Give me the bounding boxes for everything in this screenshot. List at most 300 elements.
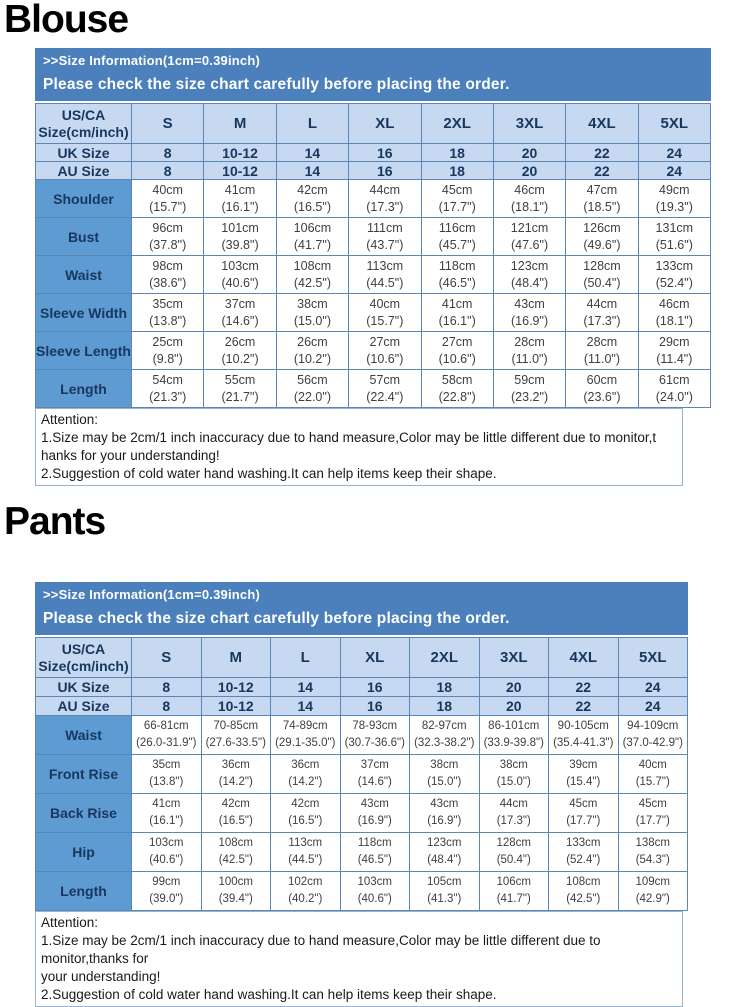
measurement-label: Front Rise — [36, 755, 132, 794]
measurement-value-line: 118cm — [438, 258, 476, 273]
measurement-value-line: (11.0") — [511, 351, 548, 366]
measurement-value-line: (42.5") — [293, 275, 331, 290]
measurement-value-line: 108cm — [218, 837, 254, 849]
us-ca-size-corner-cell — [36, 638, 132, 678]
measurement-value-line: (11.0") — [583, 351, 621, 366]
size-column-header: 3XL — [493, 104, 565, 144]
measurement-value-cell — [618, 755, 688, 794]
pants-attention-note — [35, 911, 683, 1007]
measurement-value-line: 28cm — [514, 334, 545, 349]
measurement-value-line: 128cm — [496, 837, 532, 849]
measurement-value-line: 113cm — [288, 837, 323, 849]
measurement-value-cell — [132, 294, 204, 332]
measurement-value-line: 45cm — [569, 798, 598, 810]
size-column-header: XL — [349, 104, 421, 144]
measurement-value-line: (33.9-39.8") — [483, 737, 544, 749]
measurement-row — [36, 332, 711, 370]
measurement-value-cell — [549, 755, 619, 794]
uk-size-row-value: 20 — [479, 678, 549, 697]
measurement-value-line: 36cm — [221, 759, 250, 771]
measurement-value-cell — [638, 180, 710, 218]
measurement-value-line: (16.5") — [288, 815, 323, 827]
measurement-value-line: 37cm — [360, 759, 389, 771]
measurement-value-cell — [421, 180, 493, 218]
measurement-value-line: (41.7") — [293, 237, 331, 252]
measurement-value-line: (42.9") — [635, 893, 670, 905]
measurement-value-line: 106cm — [293, 220, 332, 235]
measurement-value-cell — [349, 218, 421, 256]
measurement-value-line: (42.5") — [566, 893, 601, 905]
measurement-value-line: (18.1") — [655, 313, 693, 328]
measurement-value-line: 27cm — [441, 334, 473, 349]
measurement-value-cell — [549, 794, 619, 833]
measurement-value-line: (14.6") — [357, 776, 392, 788]
attention-text-line: Attention: — [41, 412, 99, 427]
measurement-value-line: (52.4") — [566, 854, 601, 866]
measurement-value-line: (15.7") — [366, 313, 404, 328]
measurement-value-line: 99cm — [152, 876, 181, 888]
measurement-label: Shoulder — [36, 180, 132, 218]
uk-size-row — [36, 678, 688, 697]
measurement-label: Bust — [36, 218, 132, 256]
uk-size-row-value: 22 — [566, 144, 638, 162]
measurement-value-line: 37cm — [224, 296, 256, 311]
measurement-value-line: 106cm — [496, 876, 532, 888]
measurement-value-line: 35cm — [152, 296, 183, 311]
measurement-value-cell — [421, 332, 493, 370]
measurement-value-line: 43cm — [430, 798, 459, 810]
blouse-size-table — [35, 103, 711, 408]
measurement-value-cell — [132, 833, 202, 872]
measurement-value-cell — [410, 794, 480, 833]
size-check-notice: Please check the size chart carefully before placing the order. — [43, 76, 510, 93]
measurement-value-cell — [204, 180, 276, 218]
measurement-value-line: (29.1-35.0") — [275, 737, 336, 749]
measurement-value-line: (18.5") — [583, 199, 621, 214]
measurement-value-cell — [132, 716, 202, 755]
measurement-value-line: (22.0") — [293, 389, 331, 404]
uk-size-row-value: 20 — [493, 144, 565, 162]
measurement-value-line: 111cm — [366, 220, 403, 235]
measurement-value-line: (16.1") — [221, 199, 259, 214]
measurement-value-line: (19.3") — [655, 199, 693, 214]
corner-label-line: US/CA — [61, 640, 106, 657]
measurement-value-cell — [566, 256, 638, 294]
corner-label-line: US/CA — [61, 106, 106, 123]
measurement-value-line: 59cm — [514, 372, 545, 387]
measurement-value-line: 123cm — [510, 258, 549, 273]
size-column-header: 3XL — [479, 638, 549, 678]
measurement-value-line: 41cm — [224, 182, 256, 197]
measurement-value-line: (18.1") — [511, 199, 549, 214]
measurement-value-line: 29cm — [659, 334, 690, 349]
measurement-value-line: (27.6-33.5") — [205, 737, 266, 749]
au-size-row-value: 18 — [421, 162, 493, 180]
measurement-value-line: (47.6") — [511, 237, 549, 252]
measurement-value-cell — [132, 370, 204, 408]
measurement-value-line: 108cm — [293, 258, 332, 273]
measurement-value-line: (13.8") — [149, 313, 187, 328]
uk-size-row-value: 8 — [132, 678, 202, 697]
measurement-value-cell — [479, 716, 549, 755]
attention-text-line: 1.Size may be 2cm/1 inch inaccuracy due to hand measure,Color may be little different due to monitor,thanks for — [41, 933, 601, 966]
measurement-value-cell — [410, 755, 480, 794]
measurement-value-line: (17.3") — [496, 815, 531, 827]
measurement-value-cell — [349, 180, 421, 218]
measurement-value-line: (30.7-36.6") — [344, 737, 405, 749]
measurement-value-line: (38.6") — [149, 275, 187, 290]
measurement-label: Waist — [36, 256, 132, 294]
measurement-value-cell — [132, 332, 204, 370]
measurement-value-cell — [638, 256, 710, 294]
measurement-value-cell — [204, 370, 276, 408]
measurement-value-line: (16.1") — [438, 313, 476, 328]
us-ca-size-corner-cell — [36, 104, 132, 144]
au-size-row-value: 8 — [132, 162, 204, 180]
measurement-label: Back Rise — [36, 794, 132, 833]
measurement-value-cell — [549, 833, 619, 872]
uk-size-row-value: 16 — [349, 144, 421, 162]
blouse-size-chart — [35, 48, 711, 486]
measurement-value-cell — [638, 294, 710, 332]
au-size-row-value: 14 — [276, 162, 348, 180]
measurement-value-cell — [340, 755, 410, 794]
measurement-label: Hip — [36, 833, 132, 872]
size-column-header: 5XL — [618, 638, 688, 678]
au-size-row-label: AU Size — [36, 697, 132, 716]
measurement-value-line: 94-109cm — [627, 720, 679, 732]
size-column-header: 5XL — [638, 104, 710, 144]
measurement-value-cell — [204, 218, 276, 256]
uk-size-row-label: UK Size — [36, 678, 132, 697]
measurement-row — [36, 370, 711, 408]
measurement-value-line: 56cm — [297, 372, 328, 387]
measurement-value-line: 82-97cm — [421, 720, 467, 732]
measurement-value-line: (10.6") — [366, 351, 404, 366]
measurement-value-cell — [421, 370, 493, 408]
pants-size-chart — [35, 582, 688, 1007]
measurement-value-line: (21.3") — [149, 389, 187, 404]
measurement-value-line: (39.0") — [149, 893, 184, 905]
measurement-value-line: (15.0") — [293, 313, 331, 328]
size-column-header: S — [132, 104, 204, 144]
measurement-value-line: 36cm — [291, 759, 320, 771]
attention-text-line: 1.Size may be 2cm/1 inch inaccuracy due to hand measure,Color may be little different due to monitor,t — [41, 430, 657, 445]
uk-size-row-value: 14 — [271, 678, 341, 697]
uk-size-row — [36, 144, 711, 162]
pants-title: Pants — [4, 500, 106, 543]
measurement-value-line: 109cm — [635, 876, 671, 888]
measurement-value-line: (15.7") — [149, 199, 187, 214]
measurement-value-cell — [479, 755, 549, 794]
measurement-value-cell — [566, 370, 638, 408]
measurement-value-line: 47cm — [586, 182, 618, 197]
measurement-value-line: (17.7") — [438, 199, 476, 214]
blouse-attention-note — [35, 408, 683, 486]
measurement-value-cell — [204, 256, 276, 294]
uk-size-row-value: 24 — [618, 678, 688, 697]
measurement-value-line: 138cm — [635, 837, 671, 849]
measurement-value-line: (32.3-38.2") — [414, 737, 475, 749]
measurement-value-line: (17.7") — [566, 815, 601, 827]
au-size-row — [36, 697, 688, 716]
measurement-value-line: (13.8") — [149, 776, 184, 788]
measurement-value-cell — [638, 218, 710, 256]
measurement-value-cell — [271, 794, 341, 833]
size-info-banner — [35, 48, 711, 101]
measurement-value-cell — [340, 872, 410, 911]
measurement-value-line: 103cm — [148, 837, 184, 849]
size-info-title: >>Size Information(1cm=0.39inch) — [43, 53, 260, 68]
measurement-value-cell — [549, 716, 619, 755]
measurement-value-line: 66-81cm — [143, 720, 189, 732]
pants-size-table — [35, 637, 688, 911]
measurement-value-line: 118cm — [357, 837, 392, 849]
measurement-value-cell — [271, 755, 341, 794]
measurement-value-cell — [201, 872, 271, 911]
measurement-value-line: (17.3") — [366, 199, 404, 214]
au-size-row-value: 18 — [410, 697, 480, 716]
measurement-value-line: 126cm — [583, 220, 621, 235]
measurement-value-cell — [421, 256, 493, 294]
measurement-value-line: (40.2") — [288, 893, 323, 905]
measurement-value-line: (16.9") — [357, 815, 392, 827]
measurement-value-cell — [204, 294, 276, 332]
size-info-title: >>Size Information(1cm=0.39inch) — [43, 587, 260, 602]
measurement-row — [36, 180, 711, 218]
measurement-value-line: (17.7") — [635, 815, 670, 827]
measurement-value-cell — [421, 294, 493, 332]
measurement-label: Waist — [36, 716, 132, 755]
measurement-value-cell — [132, 218, 204, 256]
au-size-row-value: 10-12 — [204, 162, 276, 180]
measurement-value-line: 40cm — [152, 182, 183, 197]
measurement-value-cell — [493, 294, 565, 332]
measurement-value-line: 74-89cm — [282, 720, 328, 732]
measurement-value-line: (40.6") — [149, 854, 184, 866]
measurement-value-line: 86-101cm — [488, 720, 540, 732]
blouse-section — [0, 0, 750, 486]
measurement-value-line: (44.5") — [366, 275, 404, 290]
measurement-value-line: (48.4") — [427, 854, 462, 866]
measurement-value-cell — [271, 833, 341, 872]
measurement-value-cell — [349, 256, 421, 294]
attention-text-line: hanks for your understanding! — [41, 448, 220, 463]
measurement-value-line: 98cm — [152, 258, 183, 273]
au-size-row-value: 8 — [132, 697, 202, 716]
uk-size-row-value: 22 — [549, 678, 619, 697]
measurement-row — [36, 794, 688, 833]
size-column-header: 2XL — [410, 638, 480, 678]
measurement-row — [36, 755, 688, 794]
measurement-value-line: (24.0") — [655, 389, 693, 404]
measurement-value-line: (9.8") — [152, 351, 183, 366]
measurement-value-line: (50.4") — [496, 854, 531, 866]
measurement-value-line: (21.7") — [221, 389, 259, 404]
measurement-value-line: 35cm — [152, 759, 181, 771]
size-column-header: L — [271, 638, 341, 678]
measurement-value-line: 49cm — [659, 182, 690, 197]
measurement-value-cell — [349, 332, 421, 370]
measurement-value-cell — [566, 180, 638, 218]
measurement-value-cell — [201, 755, 271, 794]
measurement-label: Length — [36, 370, 132, 408]
measurement-value-line: 133cm — [565, 837, 601, 849]
au-size-row-value: 10-12 — [201, 697, 271, 716]
measurement-value-cell — [132, 256, 204, 294]
measurement-value-line: 42cm — [297, 182, 328, 197]
size-check-notice: Please check the size chart carefully before placing the order. — [43, 610, 510, 627]
measurement-value-line: 113cm — [366, 258, 404, 273]
measurement-value-line: 45cm — [638, 798, 667, 810]
measurement-value-line: 128cm — [583, 258, 621, 273]
measurement-value-line: 28cm — [586, 334, 618, 349]
blouse-title: Blouse — [4, 0, 129, 41]
measurement-value-cell — [276, 180, 348, 218]
measurement-value-cell — [276, 332, 348, 370]
measurement-value-line: (26.0-31.9") — [136, 737, 197, 749]
measurement-row — [36, 218, 711, 256]
au-size-row-value: 16 — [349, 162, 421, 180]
au-size-row-value: 20 — [479, 697, 549, 716]
measurement-value-line: 45cm — [441, 182, 473, 197]
au-size-row-value: 22 — [566, 162, 638, 180]
measurement-value-cell — [493, 332, 565, 370]
measurement-value-cell — [276, 218, 348, 256]
measurement-value-cell — [618, 716, 688, 755]
measurement-value-line: (37.8") — [149, 237, 187, 252]
measurement-value-cell — [566, 218, 638, 256]
measurement-value-line: (54.3") — [635, 854, 670, 866]
size-header-row — [36, 104, 711, 144]
attention-text-line: 2.Suggestion of cold water hand washing.It can help items keep their shape. — [41, 987, 497, 1002]
measurement-value-line: 38cm — [499, 759, 528, 771]
measurement-value-line: 102cm — [287, 876, 323, 888]
au-size-row-value: 24 — [638, 162, 710, 180]
measurement-value-line: 121cm — [510, 220, 549, 235]
measurement-label: Length — [36, 872, 132, 911]
measurement-value-line: 131cm — [655, 220, 694, 235]
measurement-value-line: (40.6") — [221, 275, 259, 290]
size-column-header: M — [204, 104, 276, 144]
uk-size-row-value: 10-12 — [204, 144, 276, 162]
corner-label-line: Size(cm/inch) — [38, 657, 129, 674]
measurement-value-cell — [566, 332, 638, 370]
measurement-value-line: (16.9") — [427, 815, 462, 827]
uk-size-row-value: 10-12 — [201, 678, 271, 697]
size-column-header: 2XL — [421, 104, 493, 144]
measurement-value-line: (15.4") — [566, 776, 601, 788]
measurement-row — [36, 716, 688, 755]
measurement-value-line: (43.7") — [366, 237, 404, 252]
measurement-label: Sleeve Width — [36, 294, 132, 332]
measurement-value-cell — [618, 833, 688, 872]
au-size-row-value: 16 — [340, 697, 410, 716]
measurement-value-line: 46cm — [514, 182, 545, 197]
measurement-value-line: 123cm — [426, 837, 462, 849]
measurement-value-line: 40cm — [638, 759, 667, 771]
measurement-value-line: (49.6") — [583, 237, 621, 252]
measurement-value-cell — [276, 294, 348, 332]
measurement-value-line: (14.6") — [221, 313, 259, 328]
measurement-value-line: (17.3") — [583, 313, 621, 328]
measurement-value-line: 54cm — [152, 372, 183, 387]
measurement-value-cell — [566, 294, 638, 332]
measurement-value-cell — [479, 794, 549, 833]
au-size-row-value: 22 — [549, 697, 619, 716]
measurement-value-cell — [340, 794, 410, 833]
measurement-value-line: 27cm — [369, 334, 401, 349]
measurement-value-line: (37.0-42.9") — [622, 737, 683, 749]
measurement-value-line: 103cm — [357, 876, 393, 888]
measurement-value-cell — [271, 716, 341, 755]
au-size-row-value: 14 — [271, 697, 341, 716]
attention-text-line: 2.Suggestion of cold water hand washing.It can help items keep their shape. — [41, 466, 497, 481]
measurement-value-line: (40.6") — [357, 893, 392, 905]
measurement-value-line: 26cm — [297, 334, 328, 349]
measurement-value-line: (41.3") — [427, 893, 462, 905]
measurement-value-line: (39.4") — [218, 893, 253, 905]
size-column-header: 4XL — [549, 638, 619, 678]
measurement-value-line: (23.6") — [583, 389, 621, 404]
measurement-value-line: (15.0") — [427, 776, 462, 788]
measurement-value-cell — [421, 218, 493, 256]
measurement-value-cell — [638, 332, 710, 370]
measurement-value-line: (46.5") — [357, 854, 392, 866]
measurement-value-cell — [201, 833, 271, 872]
measurement-value-line: 25cm — [152, 334, 183, 349]
measurement-value-line: 39cm — [569, 759, 598, 771]
measurement-value-cell — [493, 256, 565, 294]
measurement-value-line: (46.5") — [438, 275, 476, 290]
measurement-value-cell — [340, 716, 410, 755]
measurement-value-line: (16.5") — [218, 815, 253, 827]
measurement-value-line: 58cm — [441, 372, 473, 387]
measurement-value-line: 60cm — [586, 372, 618, 387]
size-info-banner — [35, 582, 688, 635]
measurement-value-line: (44.5") — [288, 854, 323, 866]
size-column-header: 4XL — [566, 104, 638, 144]
measurement-value-cell — [271, 872, 341, 911]
measurement-value-line: (14.2") — [218, 776, 253, 788]
size-column-header: XL — [340, 638, 410, 678]
measurement-value-line: (42.5") — [218, 854, 253, 866]
measurement-value-line: 43cm — [514, 296, 545, 311]
uk-size-row-value: 18 — [410, 678, 480, 697]
measurement-value-cell — [132, 755, 202, 794]
measurement-value-cell — [201, 794, 271, 833]
measurement-value-line: 57cm — [369, 372, 401, 387]
measurement-value-cell — [204, 332, 276, 370]
measurement-value-line: 38cm — [297, 296, 328, 311]
measurement-value-cell — [349, 370, 421, 408]
measurement-value-line: 101cm — [221, 220, 259, 235]
measurement-value-line: (14.2") — [288, 776, 323, 788]
measurement-value-cell — [479, 872, 549, 911]
measurement-value-line: 41cm — [152, 798, 181, 810]
measurement-value-line: 116cm — [438, 220, 476, 235]
measurement-value-line: (10.2") — [221, 351, 259, 366]
uk-size-row-value: 8 — [132, 144, 204, 162]
au-size-row-value: 24 — [618, 697, 688, 716]
measurement-label: Sleeve Length — [36, 332, 132, 370]
uk-size-row-value: 14 — [276, 144, 348, 162]
measurement-value-line: 40cm — [369, 296, 401, 311]
attention-text-line: Attention: — [41, 915, 99, 930]
measurement-value-cell — [549, 872, 619, 911]
measurement-value-line: 44cm — [586, 296, 618, 311]
measurement-value-line: 42cm — [291, 798, 320, 810]
